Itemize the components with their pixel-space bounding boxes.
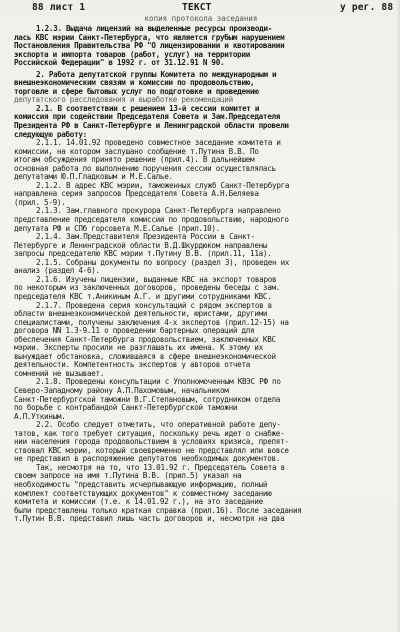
text-line: (прил. 5-9). (14, 198, 66, 207)
text-line: 2.1.8. Проведены консультации с Уполномоченным КВЭС РФ по (36, 378, 281, 387)
text-line: основная работа по выполнению поручения сессии осуществлялась (14, 164, 276, 173)
text-line: комиссии, на котором заслушано сообщение т.Путина В.В. По (14, 147, 259, 156)
text-line: комплект соответствующих документов" к совместному заседанию (14, 489, 272, 498)
text-line: лась КВС мэрии Санкт-Петербурга, что является грубым нарушением (14, 33, 285, 42)
text-line: 1.2.3. Выдача лицензий на выделенные ресурсы производи- (36, 25, 273, 33)
text-line: экспорта и импорта товаров (работ, услуг) на территории (14, 50, 251, 59)
text-line: мэрии. Эксперты просили не разглашать их имена. К этому их (14, 344, 263, 353)
text-line: Постановления Правительства РФ "О лицензировании и квотировании (14, 42, 285, 51)
text-line: татов, как того требует ситуация, поскольку речь идет о снабже- (14, 429, 285, 438)
text-line: области внешнеэкономической деятельности, юристами, другими (14, 310, 268, 319)
text-line: Президента РФ в Санкт-Петербурге и Ленинградской области провели (14, 122, 289, 131)
text-line: обеспечения Санкт-Петербурга продовольствием, заключенных КВС (14, 335, 276, 344)
text-line: 2.1.7. Проведена серия консультаций с рядом экспертов в (36, 301, 273, 310)
text-line: вынуждает обстановка, сложившаяся в сфере внешнеэкономической (14, 352, 276, 361)
text-line: А.П.Уткиным. (14, 412, 66, 421)
text-line: 2.1.4. Зам.Представителя Президента России в Санкт- (36, 233, 255, 242)
text-line: нии населения города продовольствием в условиях кризиса, препят- (14, 438, 289, 447)
scan-shadow (396, 0, 400, 632)
text-line: 2.1.6. Изучены лицензии, выданные КВС на экспорт товаров (36, 275, 277, 284)
text-line: деятельности. Компетентность экспертов у авторов отчета (14, 361, 251, 370)
text-line: 2. Работа депутатской группы Комитета по международным и (36, 70, 277, 79)
text-line: 2.1.5. Собраны документы по вопросу (раздел 3), проведен их (36, 258, 290, 267)
text-line: специалистами, получены заключения 4-х экспертов (прил.12-15) на (14, 318, 289, 327)
text-line: запросы председателю КВС мэрии т.Путину В.В. (прил.11, 11а). (14, 250, 272, 259)
page-number-left: 88 лист 1 (32, 2, 86, 13)
text-line: своем запросе на имя т.Путина В.В. (прил.5) указал на (14, 472, 242, 481)
text-line: 2.1. В соответствии с решением 13-й сессии комитет и (36, 104, 260, 113)
text-line: Российской Федерации" в 1992 г. от 31.12.91 N 90. (14, 59, 225, 68)
text-line: следующую работу: (14, 130, 87, 139)
text-line: председателя КВС т.Аникиным А.Г. и другими сотрудниками КВС. (14, 292, 272, 301)
text-line: комиссия при содействии Председателя Совета и Зам.Председателя (14, 113, 281, 122)
text-line: Санкт-Петербургской таможни В.Г.Степановым, сотрудником отдела (14, 395, 281, 404)
text-line: 2.1.2. В адрес КВС мэрии, таможенных служб Санкт-Петербурга (36, 181, 290, 190)
document-title: ТЕКСТ (182, 2, 212, 13)
text-line: необходимость "представить исчерпывающую информацию, полный (14, 480, 268, 489)
text-line: т.Путин В.В. представил лишь часть договоров и, несмотря на два (14, 515, 285, 524)
text-line: торговле и сфере бытовых услуг по подготовке и проведению (14, 87, 259, 96)
text-line: депутатского расследования и выработке рекомендаций (14, 96, 233, 105)
text-line: ствовал КВС мэрии, который своевременно не представлял или вовсе (14, 446, 289, 455)
text-line: 2.1.3. Зам.главного прокурора Санкт-Петербурга направлено (36, 207, 281, 216)
text-line: сомнений не вызывает. (14, 369, 105, 378)
document-body (14, 25, 388, 524)
text-line: итогам обсуждения принято решение (прил.4). В дальнейшем (14, 156, 255, 165)
text-line: 2.2. Особо следует отметить, что оперативной работе депу- (36, 421, 281, 430)
text-line: депутата РФ и СПб горсовета М.Е.Салье (прил.10). (14, 224, 221, 233)
text-line: комитета и комиссии (т.е. к 14.01.92 г.), на это заседание (14, 498, 263, 507)
text-line: Так, несмотря на то, что 13.01.92 г. Председатель Совета в (36, 463, 285, 472)
document-subtitle: копия протокола заседания (144, 14, 258, 23)
text-line: анализ (раздел 4-6). (14, 267, 100, 276)
text-line: Северо-Западному району А.П.Пахомовым, начальником (14, 386, 229, 395)
text-line: 2.1.1. 14.01.92 проведено совместное заседание комитета и (36, 139, 281, 148)
text-line: направлена серия запросов Председателя Совета А.Н.Беляева (14, 190, 259, 199)
text-line: были представлены только краткая справка (прил.16). После заседания (14, 506, 302, 515)
text-line: по борьбе с контрабандой Санкт-Петербургской таможни (14, 404, 238, 413)
text-line: не представил в распоряжение депутатов необходимых документов. (14, 455, 281, 464)
text-line: договора NN 1.3-9.11 о проведении бартерных операций для (14, 327, 255, 336)
text-line: депутатами Ю.П.Гладковым и М.Е.Салье. (14, 173, 173, 182)
text-line: внешнеэкономическим связям и комиссии по продовольствию, (14, 79, 255, 88)
text-line: по некоторым из заключенных договоров, проведены беседы с зам. (14, 284, 281, 293)
registration-number: у рег. 88 (340, 2, 394, 13)
text-line: Петербурге и Ленинградской области В.Д.Шкурдюком направлены (14, 241, 268, 250)
document-header (14, 2, 394, 14)
text-line: представление председателя комиссии по продовольствию, народного (14, 216, 289, 225)
